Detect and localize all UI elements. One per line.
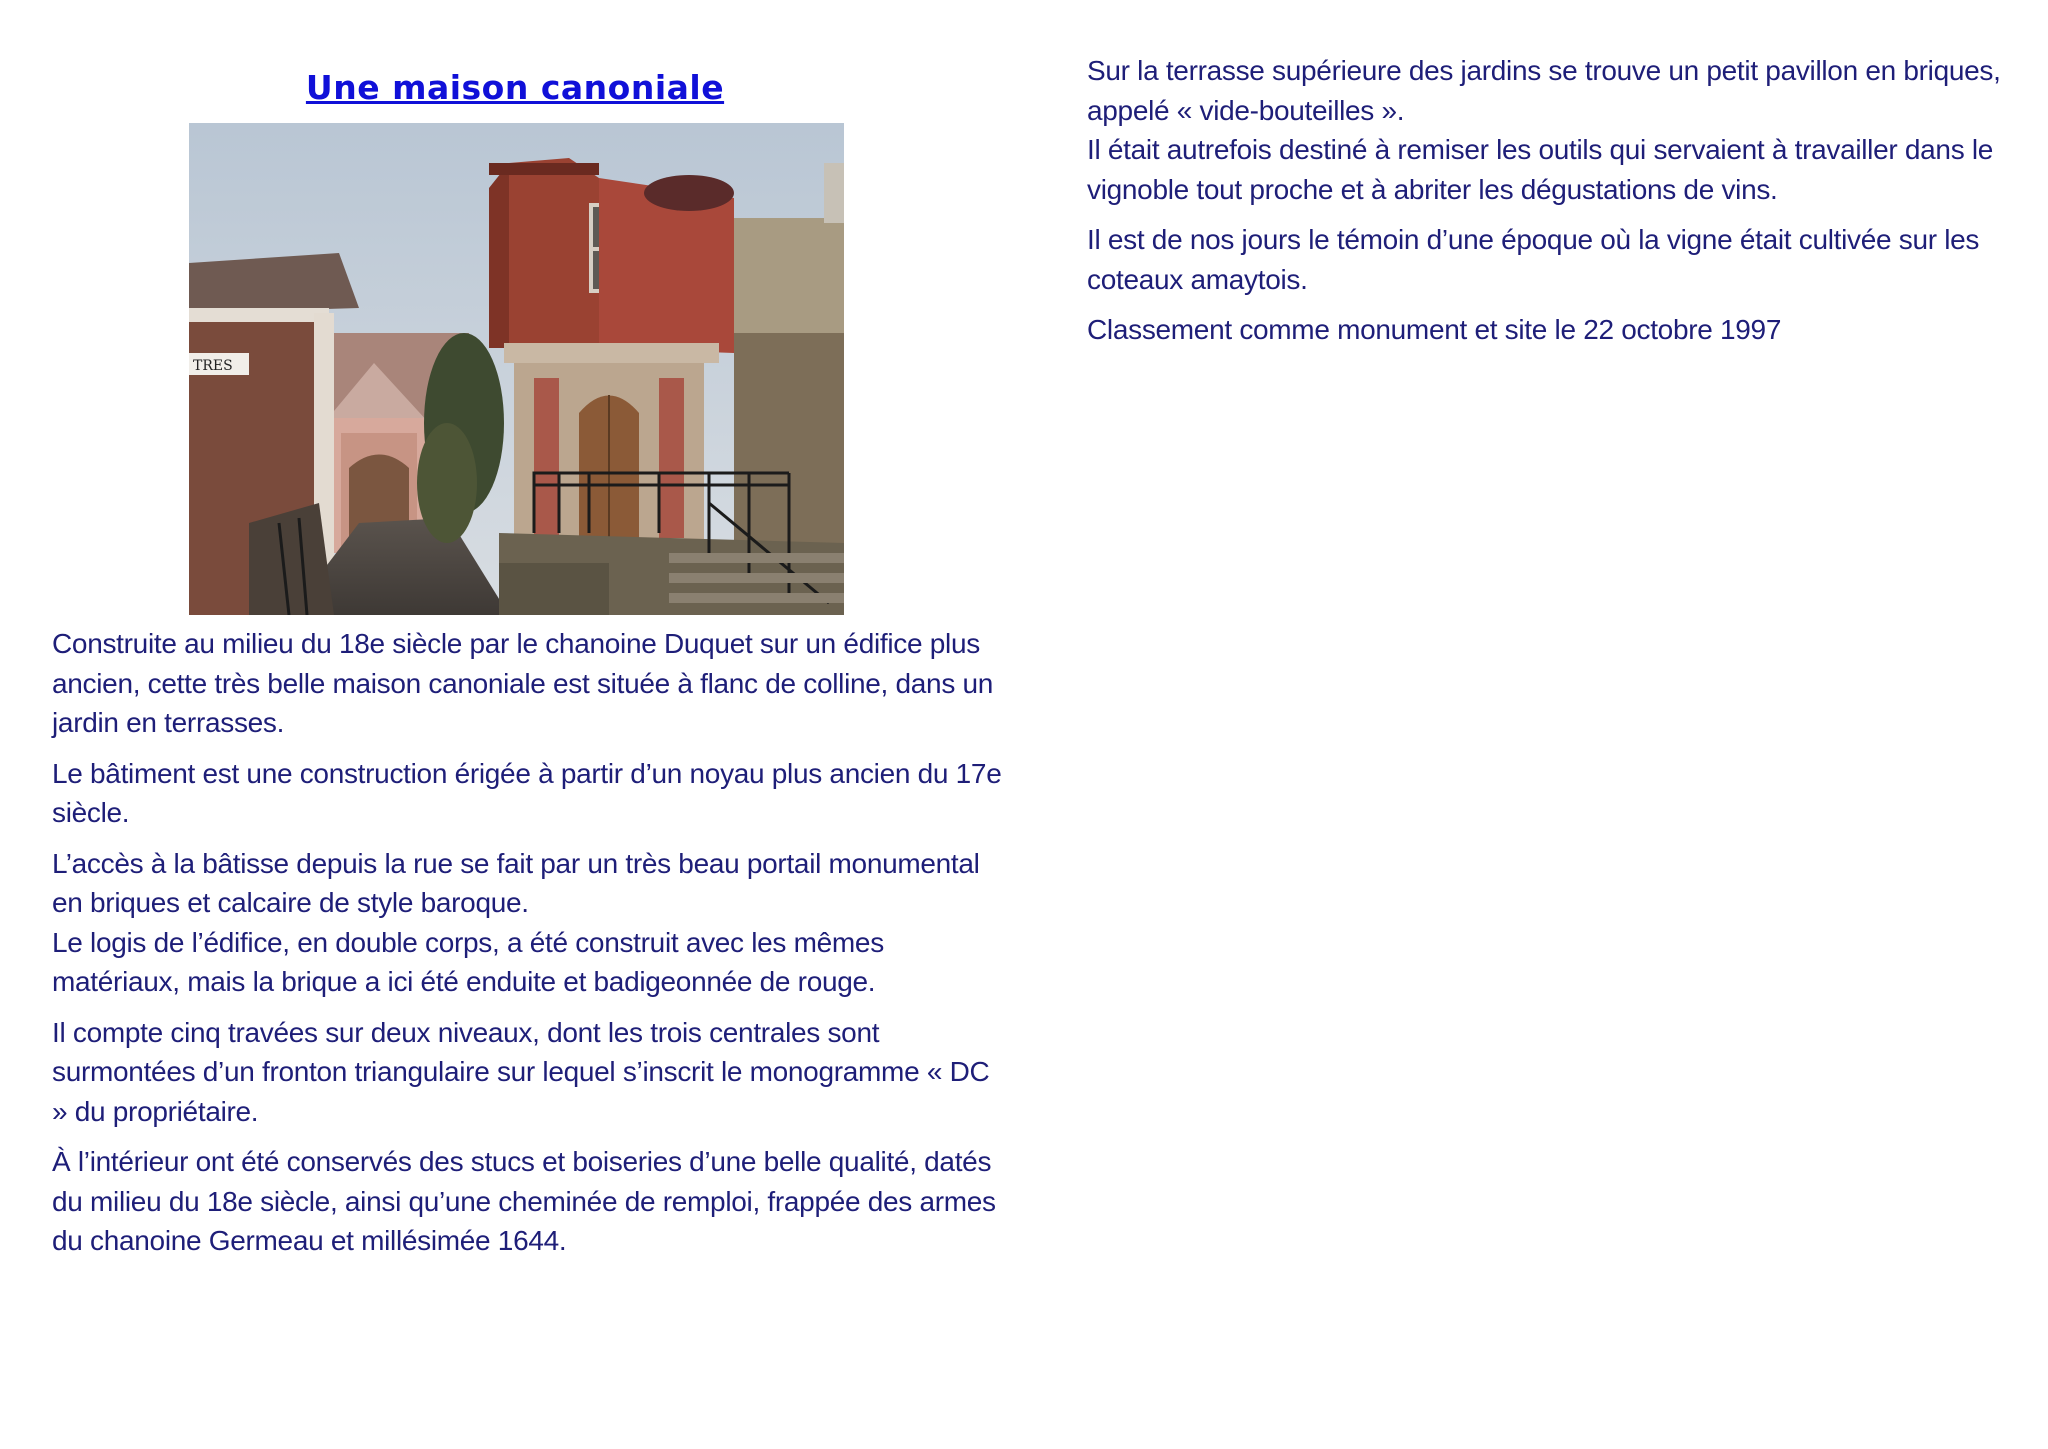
pavilion-photo: [189, 123, 844, 615]
street-sign-text: TRES: [193, 358, 233, 374]
paragraph: Classement comme monument et site le 22 octobre 1997: [1087, 314, 1782, 345]
paragraph: Il est de nos jours le témoin d’une époque où la vigne était cultivée sur les coteaux amaytois.: [1087, 224, 1980, 295]
paragraph: Sur la terrasse supérieure des jardins se trouve un petit pavillon en briques, appelé « vide-bouteilles ».: [1087, 55, 2001, 126]
paragraph: Le logis de l’édifice, en double corps, a été construit avec les mêmes matériaux, mais la brique a ici été enduite et badigeonnée de rouge.: [52, 926, 884, 997]
left-text-column: [52, 624, 1012, 1272]
paragraph: Il compte cinq travées sur deux niveaux, dont les trois centrales sont surmontées d’un fronton triangulaire sur lequel s’inscrit le monogramme « DC » du propriétaire.: [52, 1016, 990, 1127]
paragraph: L’accès à la bâtisse depuis la rue se fait par un très beau portail monumental en briques et calcaire de style baroque.: [52, 847, 980, 918]
paragraph: Construite au milieu du 18e siècle par le chanoine Duquet sur un édifice plus ancien, cette très belle maison canoniale est située à flanc de colline, dans un jardin en terrasses.: [52, 628, 994, 738]
page-title[interactable]: Une maison canoniale: [305, 68, 725, 108]
right-text-column: [1087, 51, 2017, 361]
paragraph: Il était autrefois destiné à remiser les outils qui servaient à travailler dans le vignoble tout proche et à abriter les dégustations de vins.: [1087, 134, 1994, 205]
paragraph: À l’intérieur ont été conservés des stucs et boiseries d’une belle qualité, datés du milieu du 18e siècle, ainsi qu’une cheminée de remploi, frappée des armes du chanoine Germeau et millésimée 1644.: [52, 1146, 996, 1256]
paragraph: Le bâtiment est une construction érigée à partir d’un noyau plus ancien du 17e siècle.: [52, 757, 1002, 828]
